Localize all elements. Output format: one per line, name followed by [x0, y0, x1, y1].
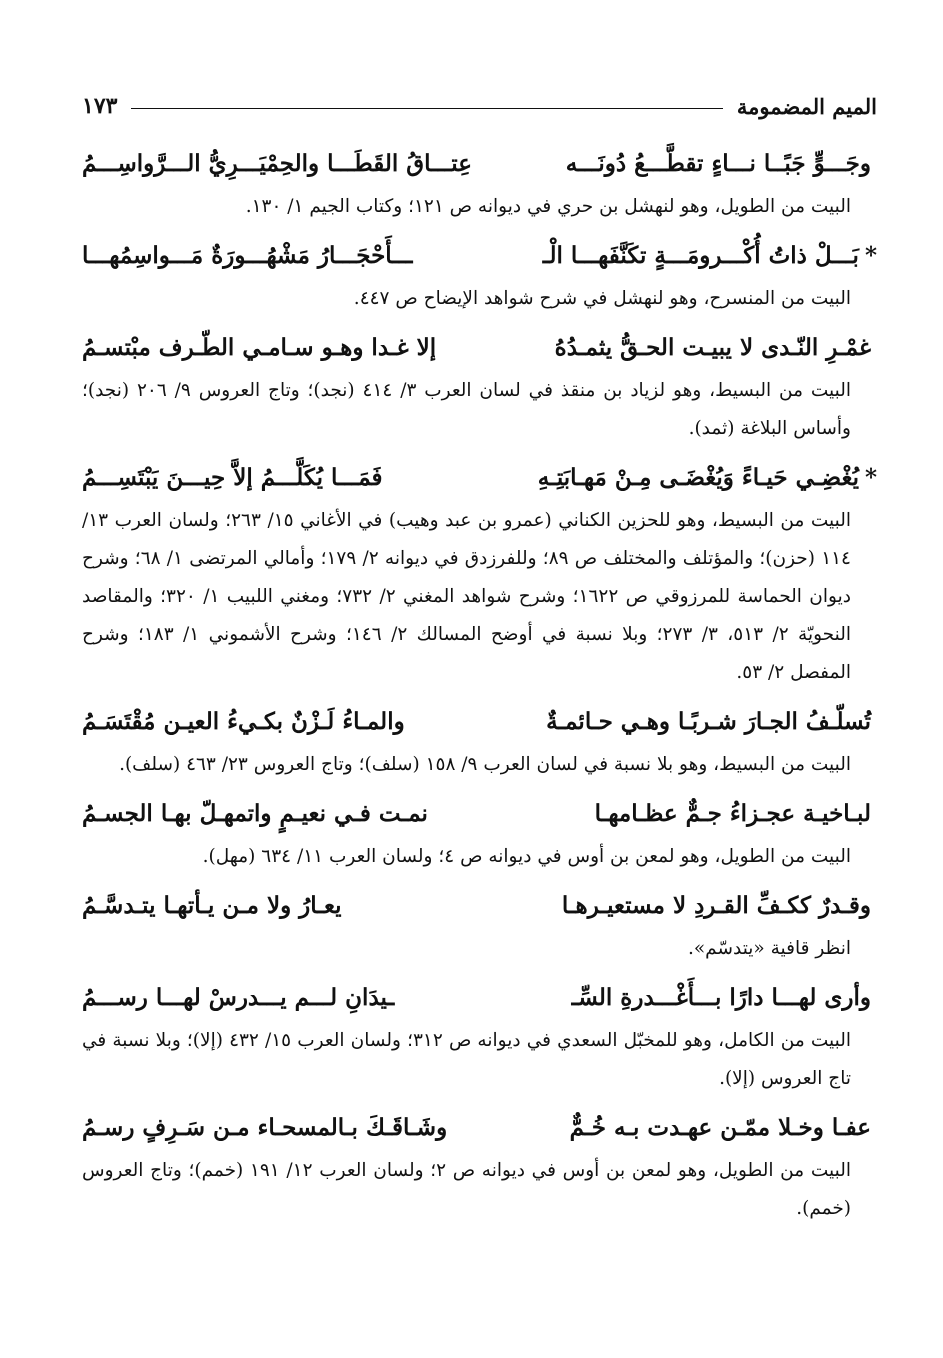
verse-line	[82, 698, 877, 746]
citation-note: البيت من الطويل، وهو لنهشل بن حري في ديوانه ص ١٢١؛ وكتاب الجيم ١/ ١٣٠.	[245, 196, 851, 217]
hemistich-text: عفـا وخـلا ممّـن عهـدت بـه خُـمٌّ	[569, 1114, 871, 1141]
hemistich-text: وجَـــوٍّ جَبًــا نـــاءٍ تقطَّـــعُ دُونَـــه	[565, 150, 871, 177]
second-hemistich: نمـت فـي نعيـمٍ واتمهـلّ بهـا الجسـمُ	[82, 800, 428, 827]
first-hemistich	[538, 454, 877, 502]
second-hemistich: والمـاءُ لَـزْنٌ بكـيءُ العيـن مُقْتَسَـمُ	[82, 708, 405, 735]
verse-line	[82, 324, 877, 372]
first-hemistich	[555, 324, 877, 372]
first-hemistich	[543, 232, 877, 280]
chapter-title: الميم المضمومة	[736, 93, 877, 119]
page-number: ١٧٣	[82, 93, 118, 119]
verse-entry	[82, 882, 877, 968]
second-hemistich: وشَـاقَـكَ بـالمسحـاء مـن سَـرِفٍ رسـمُ	[82, 1114, 448, 1141]
star-marker: *	[864, 464, 877, 491]
citation-note: انظر قافية «يتدسّم».	[687, 938, 851, 959]
verse-entry	[82, 324, 877, 448]
second-hemistich: إلا غـدا وهـو سـامـي الطّـرف مبْتسـمُ	[82, 334, 437, 361]
hemistich-text: غمْـرِ النّـدى لا يبيـت الحـقُّ يثمـدُهُ	[554, 334, 871, 361]
verse-entry	[82, 140, 877, 226]
citation-note: البيت من الكامل، وهو للمخبّل السعدي في ديوانه ص ٣١٢؛ ولسان العرب ١٥/ ٤٣٢ (إلا)؛ وبلا نسبة في تاج العروس (إلا).	[82, 1030, 851, 1089]
citation-note: البيت من البسيط، وهو لزياد بن منقذ في لسان العرب ٣/ ٤١٤ (نجد)؛ وتاج العروس ٩/ ٢٠٦ (نجد)؛ وأساس البلاغة (ثمد).	[82, 380, 851, 439]
verse-line	[82, 1104, 877, 1152]
verse-line	[82, 974, 877, 1022]
verse-entry	[82, 698, 877, 784]
verse-entry	[82, 974, 877, 1098]
citation-note: البيت من المنسرح، وهو لنهشل في شرح شواهد الإيضاح ص ٤٤٧.	[353, 288, 851, 309]
hemistich-text: تُسلّـفُ الجـارَ شـربًـا وهـي حـائمـةٌ	[546, 708, 871, 735]
star-marker: *	[864, 242, 877, 269]
verse-line	[82, 454, 877, 502]
verse-entry	[82, 454, 877, 692]
hemistich-text: بَـــلْ ذاتُ أُكْـــرومَـــةٍ تكَنَّفَهـــا الْـ	[542, 242, 859, 269]
hemistich-text: لبـاخيـة عجـزاءُ جـمٌّ عظـامهـا	[594, 800, 871, 827]
first-hemistich	[562, 882, 877, 930]
first-hemistich	[595, 790, 877, 838]
second-hemistich: فَمَـــا يُكَلَّـــمُ إلاَّ حِيـــنَ يَبْتَسِـــمُ	[82, 464, 383, 491]
page-body	[82, 140, 877, 1234]
verse-entry	[82, 1104, 877, 1228]
verse-line	[82, 790, 877, 838]
verse-entry	[82, 232, 877, 318]
second-hemistich: يعـارُ ولا مـن يـأتهـا يتـدسَّـمُ	[82, 892, 342, 919]
citation-note: البيت من الطويل، وهو لمعن بن أوس في ديوانه ص ٢؛ ولسان العرب ١٢/ ١٩١ (خمم)؛ وتاج العروس (خمم).	[82, 1160, 851, 1219]
first-hemistich	[572, 974, 877, 1022]
first-hemistich	[566, 140, 877, 188]
first-hemistich	[570, 1104, 877, 1152]
hemistich-text: يُغْضِـي حَيـاءً وَيُغْضَـى مِـنْ مَهـابَتِـهِ	[537, 464, 859, 491]
verse-line	[82, 232, 877, 280]
second-hemistich: ـيدَانِ لـــم يـــدرسْ لهـــا رســـمُ	[82, 984, 395, 1011]
verse-entry	[82, 790, 877, 876]
running-header	[82, 86, 877, 126]
header-rule	[131, 108, 722, 109]
first-hemistich	[546, 698, 877, 746]
second-hemistich: ـــأَحْجَـــارُ مَشْهُـــورَةٌ مَـــواسِمُهـــا	[82, 242, 413, 269]
citation-note: البيت من البسيط، وهو بلا نسبة في لسان العرب ٩/ ١٥٨ (سلف)؛ وتاج العروس ٢٣/ ٤٦٣ (سلف).	[119, 754, 851, 775]
citation-note: البيت من الطويل، وهو لمعن بن أوس في ديوانه ص ٤؛ ولسان العرب ١١/ ٦٣٤ (مهل).	[202, 846, 851, 867]
hemistich-text: وقـدرٌ ككـفِّ القـردِ لا مستعيـرهـا	[561, 892, 871, 919]
verse-line	[82, 882, 877, 930]
hemistich-text: وأرى لهـــا دارًا بـــأَغْـــدرةِ السِّـ	[571, 984, 871, 1011]
second-hemistich: عِتـــاقُ القَطَـــا والحِمْيَـــرِيُّ الـــرَّواسِـــمُ	[82, 150, 472, 177]
citation-note: البيت من البسيط، وهو للحزين الكناني (عمرو بن عبد وهيب) في الأغاني ١٥/ ٢٦٣؛ ولسان العرب ١٣/ ١١٤ (حزن)؛ والمؤتلف والمختلف ص ٨٩؛ وللفرزدق في ديوانه ٢/ ١٧٩؛ وأمالي المرتضى ١/ ٦٨؛ وشرح ديوان الحماسة للمرزوقي ص ١٦٢٢؛ وشرح شواهد المغني ٢/ ٧٣٢؛ ومغني اللبيب ١/ ٣٢٠؛ والمقاصد النحويّة ٢/ ٥١٣، ٣/ ٢٧٣؛ وبلا نسبة في أوضح المسالك ٢/ ١٤٦؛ وشرح الأشموني ١/ ١٨٣؛ وشرح المفصل ٢/ ٥٣.	[82, 510, 851, 683]
verse-line	[82, 140, 877, 188]
